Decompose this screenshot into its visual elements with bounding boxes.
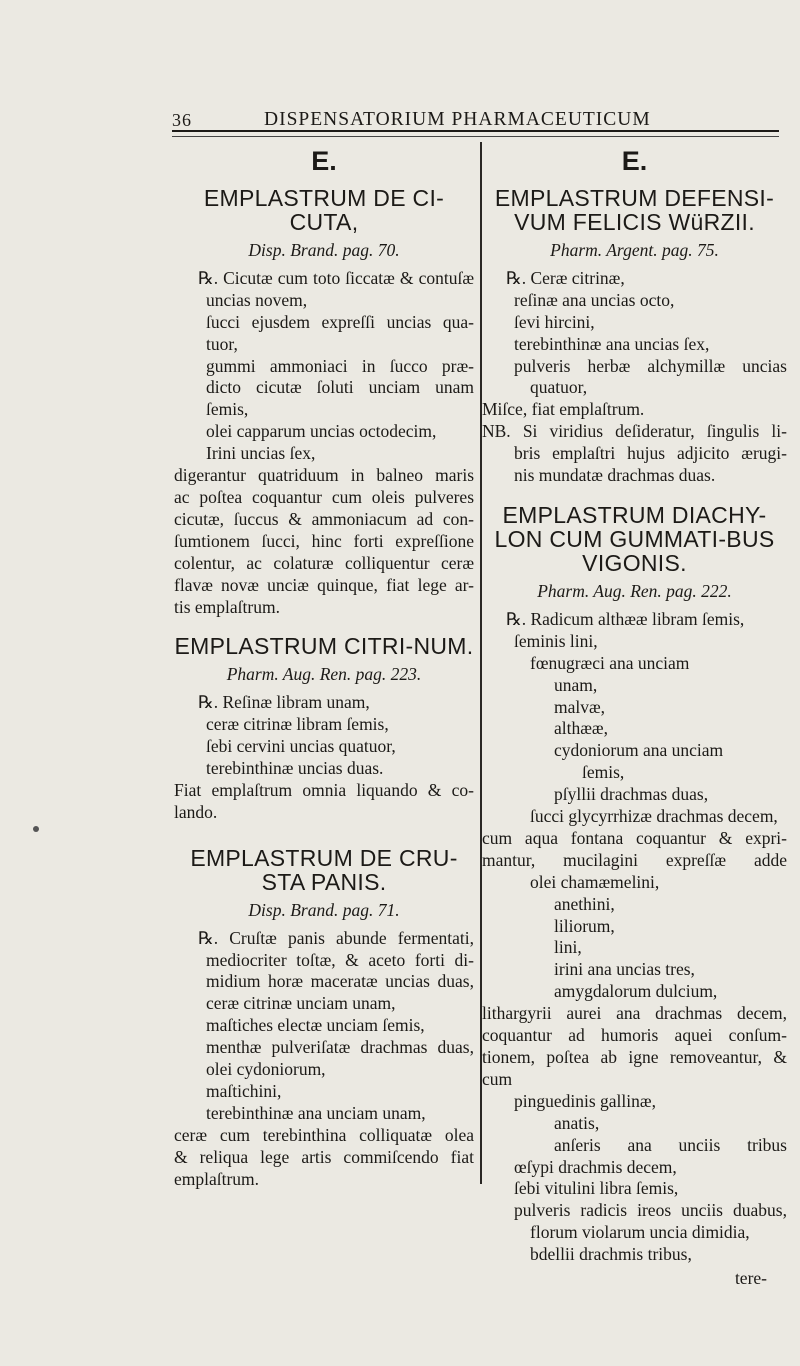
text-line: ſebi cervini uncias quatuor, [206,736,396,757]
text-line: & reliqua lege artis commiſcendo fiat [174,1146,474,1167]
text-line: olei capparum uncias octodecim, [206,421,437,442]
text-line: anſeris ana unciis tribus [554,1134,787,1155]
text-line: quatuor, [530,377,588,398]
margin-mark [33,826,39,832]
header-rule [172,130,779,132]
page-number: 36 [172,110,192,130]
text-line: midium horæ maceratæ uncias duas, [206,971,474,992]
entry-reference: Disp. Brand. pag. 71. [248,899,400,920]
header-rule-thin [172,136,779,137]
text-line: maſtichini, [206,1081,282,1101]
text-line: tuor, [206,333,238,354]
text-line: ſeminis lini, [514,630,598,651]
text-line: menthæ pulveriſatæ drachmas duas, [206,1037,474,1058]
text-line: flavæ novæ unciæ quinque, fiat lege ar- [174,574,474,595]
text-line: pulveris herbæ alchymillæ uncias [514,355,787,376]
text-line: irini ana uncias tres, [554,959,695,980]
entry-title: EMPLASTRUM DE CI-CUTA, [203,185,445,235]
text-line: dicto cicutæ ſoluti unciam unam [206,377,474,398]
text-line: lando. [174,801,218,822]
text-line: ceræ citrinæ libram ſemis, [206,714,389,735]
text-line: tionem, poſtea ab igne removeantur, & [482,1047,787,1067]
section-letter: E. [311,146,337,176]
text-line: reſinæ ana uncias octo, [514,289,675,310]
text-line: bris emplaſtri hujus adjicito ærugi- [514,443,787,464]
text-line: ℞. Cruſtæ panis abunde fermentati, [198,927,474,948]
text-line: ℞. Radicum althææ libram ſemis, [506,608,745,629]
text-line: maſtiches electæ unciam ſemis, [206,1015,425,1036]
text-line: malvæ, [554,696,606,717]
text-line: Fiat emplaſtrum omnia liquando & co- [174,779,474,800]
text-line: amygdalorum dulcium, [554,981,718,1002]
entry-title: EMPLASTRUM DEFENSI-VUM FELICIS WüRZII. [494,185,775,235]
text-line: ℞. Reſinæ libram unam, [198,692,370,713]
entry-reference: Disp. Brand. pag. 70. [248,240,400,260]
text-line: anatis, [554,1112,600,1133]
text-line: ſevi hircini, [514,311,595,332]
text-line: mantur, mucilagini expreſſæ adde [482,849,787,870]
text-line: ℞. Cicutæ cum toto ſiccatæ & contuſæ [198,267,474,288]
page-header [172,109,780,131]
text-line: pinguedinis gallinæ, [514,1090,656,1111]
text-line: nis mundatæ drachmas duas. [514,465,716,486]
text-line: olei chamæmelini, [530,871,660,892]
entry-reference: Pharm. Aug. Ren. pag. 222. [537,580,732,601]
text-line: cydoniorum ana unciam [554,740,724,761]
text-line: ſumtionem ſucci, hinc forti expreſſione [174,530,474,551]
text-line: ceræ cum terebinthina colliquatæ olea [174,1124,474,1145]
text-line: florum violarum uncia dimidia, [530,1222,750,1243]
left-column [174,146,474,1191]
text-line: cum [482,1068,513,1089]
text-line: pulveris radicis ireos unciis duabus, [514,1200,787,1221]
text-line: ſemis, [206,399,249,420]
text-line: ſucci glycyrrhizæ drachmas decem, [530,806,778,827]
text-line: Irini uncias ſex, [206,443,316,464]
right-column [482,146,787,1290]
text-line: emplaſtrum. [174,1168,260,1189]
text-line: ſemis, [582,762,625,783]
text-line: liliorum, [554,915,615,936]
entry-title: EMPLASTRUM CITRI-NUM. [174,633,474,660]
text-line: ac poſtea coquantur cum oleis pulveres [174,486,474,507]
text-line: coquantur ad humoris aquei conſum- [482,1025,787,1046]
running-title: DISPENSATORIUM PHARMACEUTICUM [264,109,651,130]
text-line: unam, [554,674,598,695]
text-line: uncias novem, [206,289,308,310]
text-line: terebinthinæ uncias duas. [206,758,384,779]
text-line: mediocriter toſtæ, & aceto forti di- [206,949,474,970]
text-line: terebinthinæ ana unciam unam, [206,1102,426,1123]
text-line: fœnugræci ana unciam [530,652,690,673]
text-line: olei cydoniorum, [206,1059,326,1080]
text-line: NB. Si viridius deſideratur, ſingulis li- [482,421,787,442]
text-line: althææ, [554,718,608,739]
text-line: pſyllii drachmas duas, [554,784,709,805]
text-line: digerantur quatriduum in balneo maris [174,465,474,486]
text-line: Miſce, fiat emplaſtrum. [482,399,645,420]
text-line: tis emplaſtrum. [174,596,280,617]
entry-reference: Pharm. Argent. pag. 75. [550,240,719,260]
text-line: ceræ citrinæ unciam unam, [206,993,396,1014]
text-line: gummi ammoniaci in ſucco præ- [206,355,474,376]
text-line: bdellii drachmis tribus, [530,1244,692,1265]
catchword: tere- [734,1268,767,1289]
section-letter: E. [621,146,648,176]
text-line: cum aqua fontana coquantur & expri- [482,827,787,848]
text-line: anethini, [554,893,615,914]
text-line: ſebi vitulini libra ſemis, [514,1178,679,1199]
text-line: lini, [554,937,582,958]
text-line: terebinthinæ ana uncias ſex, [514,333,710,354]
text-line: ℞. Ceræ citrinæ, [506,267,625,288]
text-line: lithargyrii aurei ana drachmas decem, [482,1003,787,1024]
text-line: ſucci ejusdem expreſſi uncias qua- [206,311,474,332]
entry-title: EMPLASTRUM DIACHY-LON CUM GUMMATI-BUS VIGONIS. [494,501,775,576]
entry-title: EMPLASTRUM DE CRU-STA PANIS. [190,844,458,895]
text-line: colentur, ac colaturæ colliquentur ceræ [174,552,474,573]
text-line: cicutæ, ſuccus & ammoniacum ad con- [174,508,474,529]
text-line: œſypi drachmis decem, [514,1156,677,1177]
entry-reference: Pharm. Aug. Ren. pag. 223. [226,664,422,685]
